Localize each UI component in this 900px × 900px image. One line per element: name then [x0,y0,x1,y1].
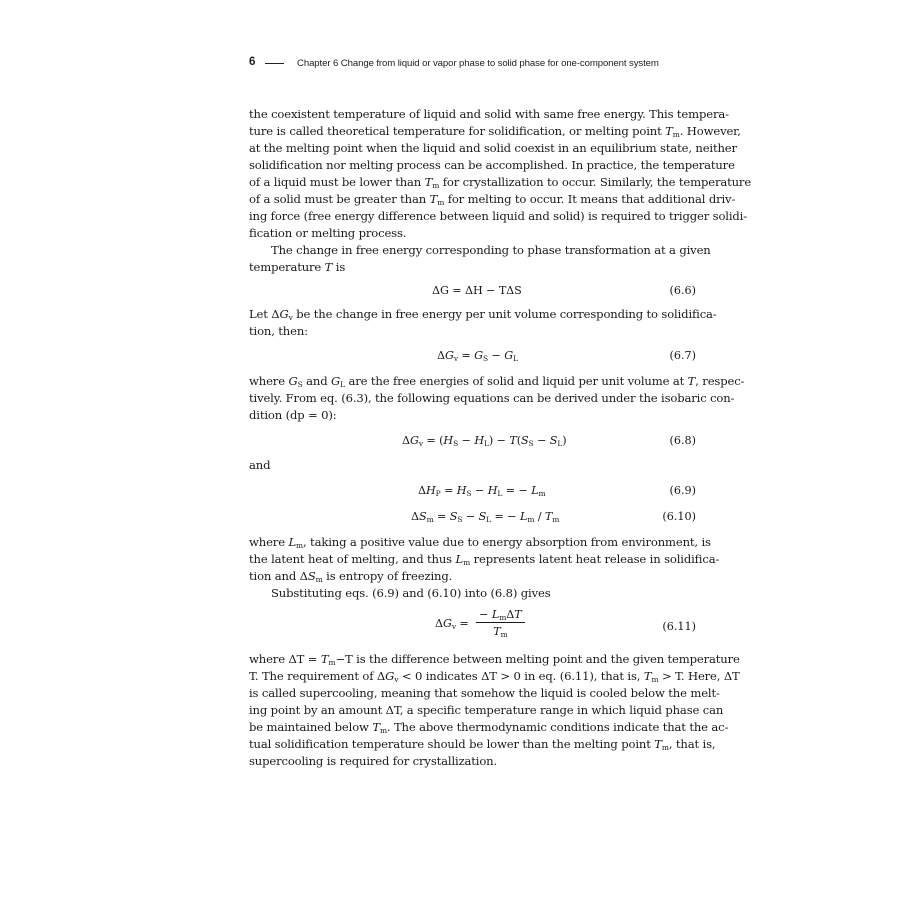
running-header [249,57,694,71]
text-line: where $L_m$, taking a positive value due to energy absorption from environment, is [249,535,711,550]
text-line: solidification nor melting process can be accomplished. In practice, the temperature [249,158,735,172]
text-line: fication or melting process. [249,226,407,240]
text-line: tual solidification temperature should be lower than the melting point $T_m$, that is, [249,737,716,752]
text-line: temperature T is [249,260,346,274]
text-line: of a liquid must be lower than $T_m$ for crystallization to occur. Similarly, the temperature [249,175,752,190]
text-line: the coexistent temperature of liquid and solid with same free energy. This tempera- [249,107,729,121]
text-line: T. The requirement of $\Delta G_v < 0$ indicates ΔT > 0 in eq. (6.11), that is, $T_m > T$. Here, ΔT [249,669,740,684]
text-line: tion, then: [249,324,308,338]
equation-number: (6.9) [669,484,696,497]
equation-6-11: $\Delta G_v$ = $\frac{- L_m\Delta T}{T_m}$ [435,608,525,638]
equation-number: (6.10) [662,510,696,523]
equation-6-6: ΔG = ΔH − TΔS [432,284,522,297]
equation-6-7: $\Delta G_v = G_S - G_L$ [437,349,518,363]
text-line: be maintained below $T_m$. The above thermodynamic conditions indicate that the ac- [249,720,729,735]
equation-number: (6.11) [662,620,696,633]
header-rule [265,63,284,64]
equation-number: (6.7) [669,349,696,362]
text-line: Substituting eqs. (6.9) and (6.10) into (6.8) gives [271,586,551,600]
fraction: $\frac{- L_m\Delta T}{T_m}$ [476,608,524,638]
text-line: at the melting point when the liquid and solid coexist in an equilibrium state, neither [249,141,737,155]
text-line: the latent heat of melting, and thus $L_m$ represents latent heat release in solidifica- [249,552,720,567]
text-line: is called supercooling, meaning that somehow the liquid is cooled below the melt- [249,686,720,700]
text-line: where $\Delta T = T_m-T$ is the difference between melting point and the given temperature [249,652,740,667]
page-number: 6 [249,56,256,68]
text-line: tion and $\Delta S_m$ is entropy of freezing. [249,569,453,584]
equation-6-10: $\Delta S_m = S_S - S_L$ = − $L_m / T_m$ [411,510,560,524]
text-line: ing point by an amount ΔT, a specific temperature range in which liquid phase can [249,703,724,717]
equation-number: (6.6) [669,284,696,297]
text-line: The change in free energy corresponding to phase transformation at a given [271,243,711,257]
text-line: and [249,458,271,472]
chapter-title: Chapter 6 Change from liquid or vapor phase to solid phase for one-component system [297,58,659,69]
text-line: dition (dp = 0): [249,408,337,422]
equation-6-8: $\Delta G_v = (H_S - H_L) - T(S_S - S_L)$ [402,434,567,448]
text-line: tively. From eq. (6.3), the following equations can be derived under the isobaric con- [249,391,735,405]
text-line: ture is called theoretical temperature for solidification, or melting point $T_m$. However, [249,124,741,139]
text-line: of a solid must be greater than $T_m$ for melting to occur. It means that additional driv- [249,192,736,207]
text-line: Let $\Delta G_v$ be the change in free energy per unit volume corresponding to solidifica- [249,307,717,322]
text-line: where $G_S$ and $G_L$ are the free energies of solid and liquid per unit volume at T, respec- [249,374,745,389]
equation-number: (6.8) [669,434,696,447]
text-line: ing force (free energy difference between liquid and solid) is required to trigger solidi- [249,209,748,223]
equation-6-9: $\Delta H_P = H_S - H_L$ = − $L_m$ [418,484,546,498]
text-line: supercooling is required for crystallization. [249,754,498,768]
